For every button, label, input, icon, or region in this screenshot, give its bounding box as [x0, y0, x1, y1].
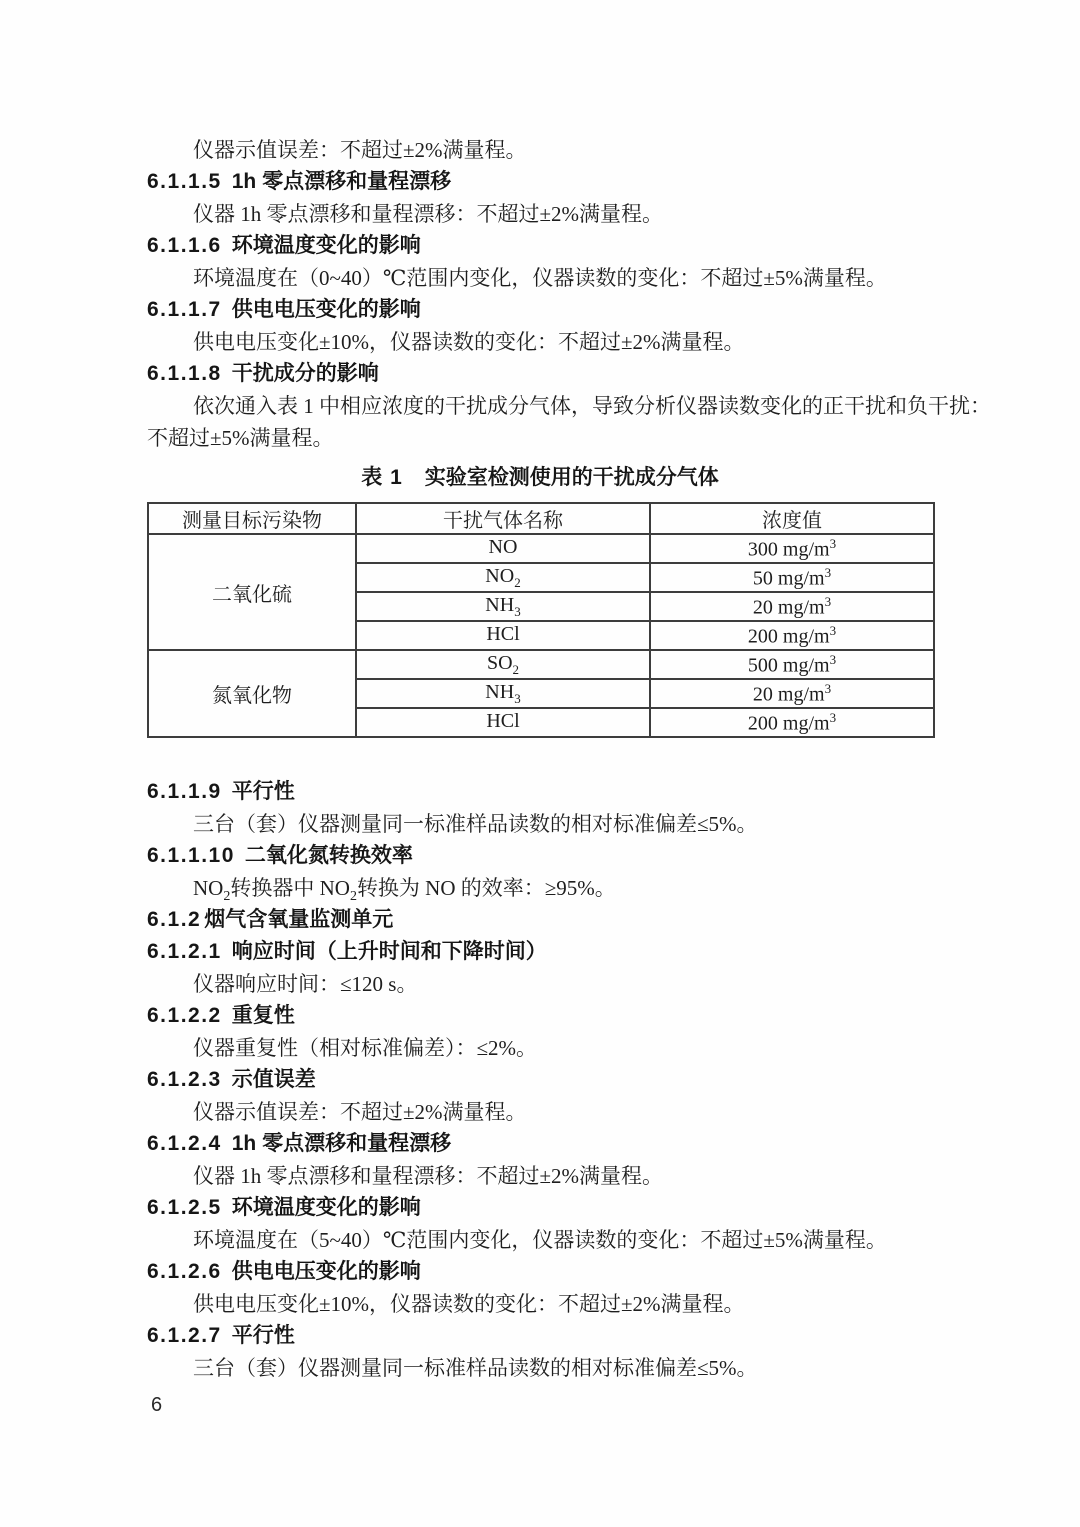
table-row [148, 650, 934, 679]
interference-gas-table [147, 502, 935, 738]
section-heading-6-1-2-6 [147, 1256, 933, 1288]
paragraph: 仪器重复性（相对标准偏差）：≤2%。 [193, 1036, 538, 1060]
section-heading-6-1-2-4 [147, 1128, 933, 1160]
section-heading-6-1-1-5 [147, 166, 933, 198]
section-title: 1h 零点漂移和量程漂移 [231, 170, 452, 193]
section-number: 6.1.1.9 [147, 780, 222, 803]
paragraph: $NO_2$转换器中 $NO_2$转换为 NO 的效率：≥95%。 [193, 876, 616, 905]
concentration-cell: 200 $mg/m^3$ [650, 708, 934, 737]
concentration-cell: 200 $mg/m^3$ [650, 621, 934, 650]
gas-cell: $SO_2$ [356, 650, 650, 679]
section-heading-6-1-2-3 [147, 1064, 933, 1096]
section-title: 供电电压变化的影响 [231, 298, 421, 321]
paragraph: 仪器示值误差：不超过±2%满量程。 [193, 1100, 527, 1124]
table-header-concentration: 浓度值 [650, 503, 934, 534]
paragraph: 仪器响应时间：≤120 s。 [193, 972, 418, 996]
paragraph: 仪器 1h 零点漂移和量程漂移：不超过±2%满量程。 [193, 1164, 664, 1188]
paragraph-continuation: 不超过±5%满量程。 [147, 426, 334, 450]
section-heading-6-1-1-8 [147, 358, 933, 390]
table-header-gas: 干扰气体名称 [356, 503, 650, 534]
paragraph: 三台（套）仪器测量同一标准样品读数的相对标准偏差≤5%。 [193, 1356, 758, 1380]
section-number: 6.1.2.3 [147, 1068, 222, 1091]
section-title: 环境温度变化的影响 [231, 234, 421, 257]
table-caption [147, 462, 933, 494]
paragraph: 供电电压变化±10%，仪器读数的变化：不超过±2%满量程。 [193, 330, 745, 354]
section-number: 6.1.1.10 [147, 844, 235, 867]
section-title: 平行性 [231, 1324, 295, 1347]
section-number: 6.1.2.1 [147, 940, 222, 963]
concentration-cell: 20 $mg/m^3$ [650, 679, 934, 708]
section-title: 环境温度变化的影响 [231, 1196, 421, 1219]
concentration-cell: 500 $mg/m^3$ [650, 650, 934, 679]
gas-cell: NO [356, 534, 650, 563]
table-row [148, 534, 934, 563]
gas-cell: HCl [356, 708, 650, 737]
section-heading-6-1-2-1 [147, 936, 933, 968]
section-heading-6-1-1-9 [147, 776, 933, 808]
gas-cell: $NO_2$ [356, 563, 650, 592]
section-number: 6.1.2.7 [147, 1324, 222, 1347]
section-number: 6.1.2 [147, 908, 202, 931]
concentration-cell: 50 $mg/m^3$ [650, 563, 934, 592]
table-header-pollutant: 测量目标污染物 [148, 503, 356, 534]
table-caption-label: 表 1 [361, 466, 403, 489]
section-number: 6.1.2.2 [147, 1004, 222, 1027]
paragraph: 三台（套）仪器测量同一标准样品读数的相对标准偏差≤5%。 [193, 812, 758, 836]
section-title: 示值误差 [231, 1068, 316, 1091]
section-heading-6-1-2-2 [147, 1000, 933, 1032]
section-number: 6.1.1.5 [147, 170, 222, 193]
page-number: 6 [151, 1394, 163, 1416]
section-heading-6-1-1-6 [147, 230, 933, 262]
section-title: 二氧化氮转换效率 [244, 844, 413, 867]
section-heading-6-1-2 [147, 904, 933, 936]
gas-cell: $NH_3$ [356, 592, 650, 621]
gas-cell: $NH_3$ [356, 679, 650, 708]
section-number: 6.1.1.7 [147, 298, 222, 321]
section-title: 1h 零点漂移和量程漂移 [231, 1132, 452, 1155]
section-title: 供电电压变化的影响 [231, 1260, 421, 1283]
paragraph: 依次通入表 1 中相应浓度的干扰成分气体，导致分析仪器读数变化的正干扰和负干扰： [193, 394, 991, 418]
pollutant-cell: 二氧化硫 [148, 534, 356, 650]
table-caption-title: 实验室检测使用的干扰成分气体 [424, 466, 719, 489]
concentration-cell: 20 $mg/m^3$ [650, 592, 934, 621]
paragraph: 环境温度在（5~40）℃范围内变化，仪器读数的变化：不超过±5%满量程。 [193, 1228, 887, 1252]
section-number: 6.1.1.8 [147, 362, 222, 385]
document-content [147, 134, 991, 1384]
paragraph: 供电电压变化±10%，仪器读数的变化：不超过±2%满量程。 [193, 1292, 745, 1316]
paragraph: 仪器示值误差：不超过±2%满量程。 [193, 138, 527, 162]
paragraph: 仪器 1h 零点漂移和量程漂移：不超过±2%满量程。 [193, 202, 664, 226]
section-title: 干扰成分的影响 [231, 362, 379, 385]
section-title: 烟气含氧量监测单元 [204, 908, 394, 931]
gas-cell: HCl [356, 621, 650, 650]
section-title: 响应时间（上升时间和下降时间） [231, 940, 547, 963]
concentration-cell: 300 $mg/m^3$ [650, 534, 934, 563]
section-number: 6.1.2.4 [147, 1132, 222, 1155]
section-title: 平行性 [231, 780, 295, 803]
section-heading-6-1-2-5 [147, 1192, 933, 1224]
section-heading-6-1-2-7 [147, 1320, 933, 1352]
table-header-row [148, 503, 934, 534]
section-title: 重复性 [231, 1004, 295, 1027]
section-number: 6.1.2.6 [147, 1260, 222, 1283]
section-heading-6-1-1-10 [147, 840, 933, 872]
paragraph: 环境温度在（0~40）℃范围内变化，仪器读数的变化：不超过±5%满量程。 [193, 266, 887, 290]
section-heading-6-1-1-7 [147, 294, 933, 326]
section-number: 6.1.1.6 [147, 234, 222, 257]
section-number: 6.1.2.5 [147, 1196, 222, 1219]
pollutant-cell: 氮氧化物 [148, 650, 356, 737]
